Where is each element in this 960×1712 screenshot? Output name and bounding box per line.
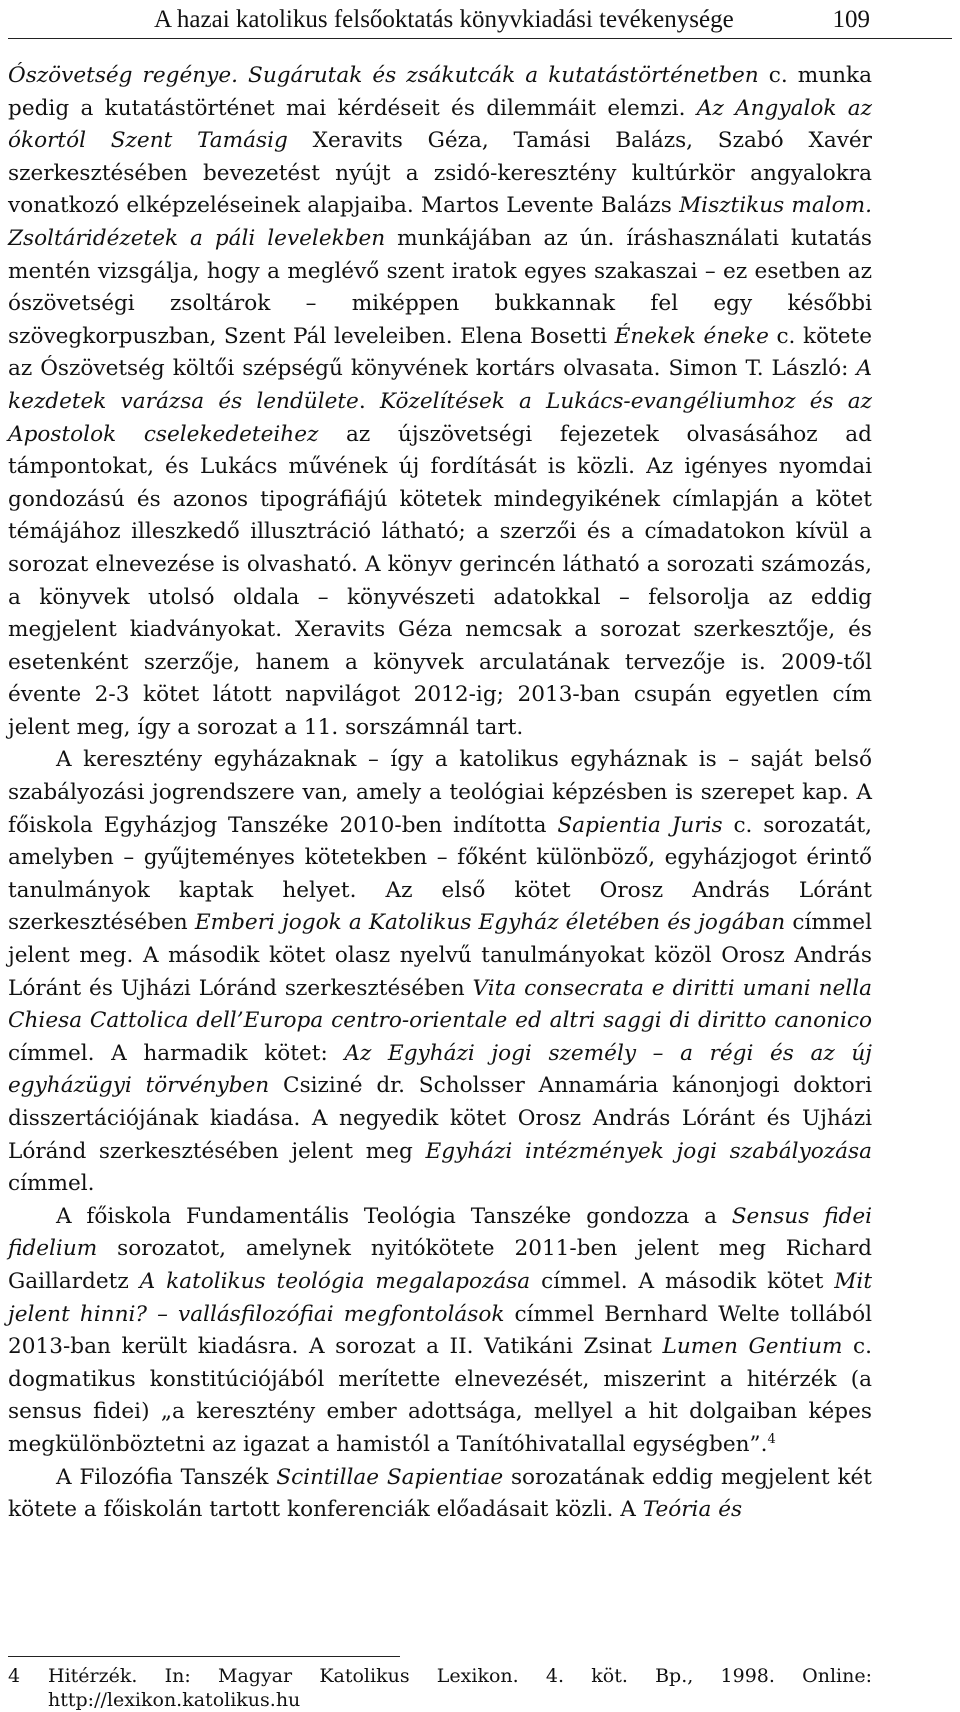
- body-text: [8, 60, 872, 1527]
- text-run: c. sorozatát, amelyben – gyűjteményes kötetekben – főként különböző, egyházjogot érintő tanulmányok kaptak helyet. Az első kötet Orosz András Lóránt szerkesztésében: [8, 812, 873, 936]
- text-run: c. dogmatikus konstitúciójából merítette elnevezését, miszerint a hitérzék (a sensus fidei) „a keresztény ember adottsága, mellyel a hit dolgaiban képes megkülönböztetni az igazat a hamistól a Tanítóhivatallal egységben”.: [8, 1334, 872, 1457]
- italic-title: Mit jelent hinni? – vallásfilozófiai megfontolások: [8, 1268, 872, 1327]
- text-run: címmel. A harmadik kötet:: [8, 1040, 345, 1066]
- italic-title: Egyházi intézmények jogi szabályozása: [425, 1138, 872, 1164]
- italic-title: Emberi jogok a Katolikus Egyház életében és jogában: [194, 910, 786, 936]
- running-title: A hazai katolikus felsőoktatás könyvkiadási tevékenysége: [154, 6, 734, 33]
- italic-title: Az Angyalok az ókortól Szent Tamásig: [8, 95, 872, 154]
- text-run: c. munka pedig a kutatástörténet mai kérdéseit és dilemmáit elemzi.: [8, 63, 872, 121]
- italic-title: Az Egyházi jogi személy – a régi és az új egyházügyi törvényben: [8, 1040, 872, 1099]
- paragraph: [8, 1462, 872, 1527]
- footnote: [8, 1664, 872, 1712]
- paragraph: [8, 1201, 872, 1462]
- italic-title: Sapientia Juris: [557, 812, 723, 838]
- italic-title: Sensus fidei fidelium: [8, 1203, 872, 1262]
- footnote-text: Hitérzék. In: Magyar Katolikus Lexikon. 4. köt. Bp., 1998. Online: http://lexikon.katolikus.hu: [48, 1665, 872, 1711]
- italic-title: Vita consecrata e diritti umani nella Chiesa Cattolica dell’Europa centro-orientale ed altri saggi di diritto canonico: [8, 975, 872, 1034]
- footnote-number: 4: [8, 1665, 21, 1687]
- text-run: Csiziné dr. Scholsser Annamária kánonjogi doktori disszertációjának kiadása. A negyedik kötet Orosz András Lóránt és Ujházi Lóránd szerkesztésében jelent meg: [8, 1073, 872, 1164]
- text-run: sorozatának eddig megjelent két kötete a főiskolán tartott konferenciák előadásait közli. A: [8, 1464, 872, 1523]
- italic-title: Énekek éneke: [614, 323, 769, 349]
- text-run: címmel jelent meg. A második kötet olasz nyelvű tanulmányokat közöl Orosz András Lóránt és Ujházi Lóránd szerkesztésében: [8, 910, 872, 1001]
- text-run: A keresztény egyházaknak – így a katolikus egyháznak is – saját belső szabályozási jogrendszere van, amely a teológiai képzésben is szerepet kap. A főiskola Egyházjog Tanszéke 2010-ben indította: [8, 747, 872, 838]
- text-run: A Filozófia Tanszék: [56, 1464, 277, 1490]
- paragraph: [8, 744, 872, 1200]
- text-run: címmel. A második kötet: [530, 1268, 835, 1294]
- italic-title: A kezdetek varázsa és lendülete: [8, 356, 872, 414]
- paragraph: [8, 60, 872, 744]
- italic-title: Ószövetség regénye. Sugárutak és zsákutcák a kutatástörténetben: [8, 63, 759, 88]
- italic-title: Teória és: [642, 1497, 743, 1523]
- text-run: címmel.: [8, 1171, 95, 1197]
- italic-title: A katolikus teológia megalapozása: [139, 1268, 531, 1294]
- header-rule: [8, 38, 952, 39]
- text-run: .: [358, 388, 380, 414]
- footnote-ref: 4: [767, 1431, 776, 1447]
- text-run: A főiskola Fundamentális Teológia Tanszéke gondozza a: [56, 1203, 732, 1229]
- footnote-rule: [8, 1656, 400, 1657]
- page-number: 109: [832, 6, 870, 33]
- text-run: Xeravits Géza, Tamási Balázs, Szabó Xavér szerkesztésében bevezetést nyújt a zsidó-keresztény kultúrkör angyalokra vonatkozó elképzeléseinek alapjaiba. Martos Levente Balázs: [8, 128, 872, 219]
- text-run: az újszövetségi fejezetek olvasásához ad támpontokat, és Lukács művének új fordítását is közli. Az igényes nyomdai gondozású és azonos tipográfiájú kötetek mindegyikének címlapján a kötet témájához illeszkedő illusztráció látható; a szerzői és a címadatokon kívül a sorozat elnevezése is olvasható. A könyv gerincén látható a sorozati számozás, a könyvek utolsó oldala – könyvészeti adatokkal – felsorolja az eddig megjelent kiadványokat. Xeravits Géza nemcsak a sorozat szerkesztője, és esetenként szerzője, hanem a könyvek arculatának tervezője is. 2009-től évente 2-3 kötet látott napvilágot 2012-ig; 2013-ban csupán egyetlen cím jelent meg, így a sorozat a 11. sorszámnál tart.: [8, 421, 872, 740]
- text-run: címmel Bernhard Welte tollából 2013-ban került kiadásra. A sorozat a II. Vatikáni Zsinat: [8, 1301, 872, 1360]
- text-run: sorozatot, amelynek nyitókötete 2011-ben jelent meg Richard Gaillardetz: [8, 1236, 872, 1294]
- italic-title: Lumen Gentium: [662, 1334, 843, 1360]
- italic-title: Közelítések a Lukács-evangéliumhoz és az Apostolok cselekedeteihez: [8, 388, 873, 447]
- italic-title: Misztikus malom. Zsoltáridézetek a páli levelekben: [8, 193, 872, 251]
- text-run: c. kötete az Ószövetség költői szépségű könyvének kortárs olvasata. Simon T. László:: [8, 323, 873, 382]
- text-run: munkájában az ún. íráshasználati kutatás mentén vizsgálja, hogy a meglévő szent iratok egyes szakaszai – ez esetben az ószövetségi zsoltárok – miképpen bukkannak fel egy későbbi szövegkorpuszban, Szent Pál leveleiben. Elena Bosetti: [8, 225, 872, 349]
- italic-title: Scintillae Sapientiae: [276, 1464, 504, 1490]
- running-header: [0, 0, 960, 34]
